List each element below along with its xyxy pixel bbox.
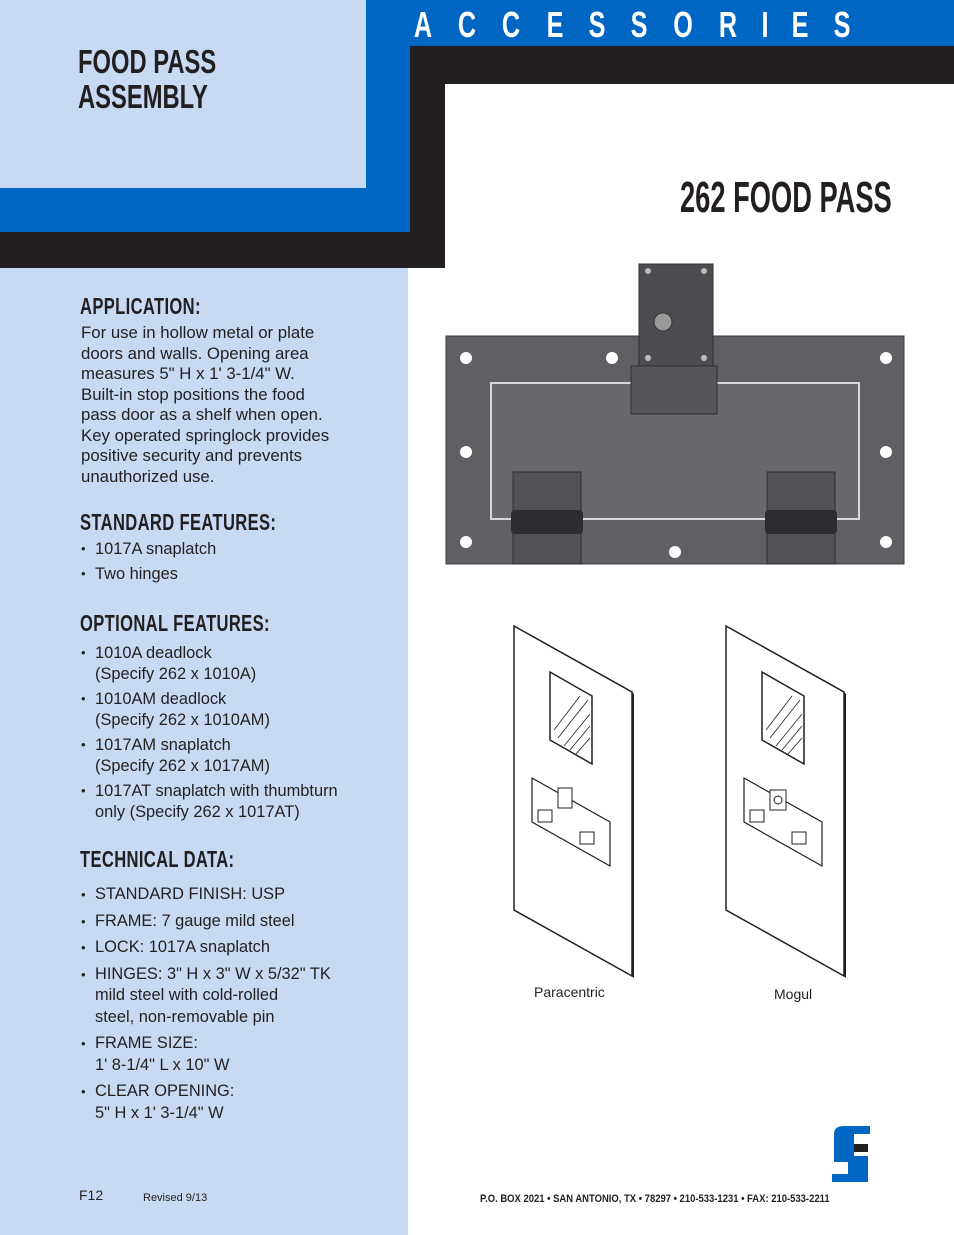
hinge-icon [538,810,552,822]
section-title-line: ASSEMBLY [78,78,208,115]
lock-housing [639,264,713,366]
application-line: Built-in stop positions the food [81,384,305,404]
mounting-hole [606,352,618,364]
lock-icon [770,790,786,810]
list-item-text: • STANDARD FINISH: USP [95,885,286,903]
list-item-text: • LOCK: 1017A snaplatch [95,938,270,956]
list-item [81,643,381,684]
screw [645,268,651,274]
hinge-icon [580,832,594,844]
hinge-icon [792,832,806,844]
company-logo [832,1126,870,1182]
blue-band-vertical [366,46,410,232]
door-edge [844,692,846,978]
section-title [78,44,216,114]
banner-letter: E [791,4,809,45]
mounting-hole [460,536,472,548]
banner-letter: S [588,4,606,45]
banner-letter: I [761,4,769,45]
application-line: unauthorized use. [81,466,215,486]
list-item [81,911,381,933]
logo-mark [832,1126,870,1182]
list-item-text: • HINGES: 3" H x 3" W x 5/32" TK [95,964,331,983]
banner-letter: R [719,4,738,45]
list-item-text: (Specify 262 x 1010A) [95,664,257,683]
banner-letter: C [502,4,521,45]
lock-icon [558,788,572,808]
mounting-hole [669,546,681,558]
mounting-hole [460,446,472,458]
list-item-text: 1' 8-1/4" L x 10" W [95,1055,230,1074]
list-item [81,1033,381,1076]
list-item-text: steel, non-removable pin [95,1007,275,1026]
mogul-door-illustration [722,620,848,980]
banner-letter: C [458,4,477,45]
screw [645,355,651,361]
mounting-hole [880,446,892,458]
banner-letter: O [673,4,693,45]
banner-letter: S [630,4,648,45]
optional-features-heading: OPTIONAL FEATURES: [80,610,270,636]
hinge-knuckle-right [765,510,837,534]
application-line: doors and walls. Opening area [81,343,309,363]
list-item [81,937,381,959]
paracentric-caption: Paracentric [534,984,605,1000]
door-edge [632,692,634,978]
application-line: positive security and prevents [81,446,303,465]
key-cylinder-icon [654,313,672,331]
list-item [81,1081,381,1124]
banner-letter: S [833,4,851,45]
banner-letter: E [546,4,563,45]
page-number: F12 [79,1187,104,1203]
list-item-text: only (Specify 262 x 1017AT) [95,802,300,821]
list-item-text: • 1017A snaplatch [95,540,217,558]
list-item [81,735,381,776]
mounting-hole [460,352,472,364]
application-heading: APPLICATION: [80,293,201,319]
list-item-text: mild steel with cold-rolled [95,986,279,1004]
logo-accent [854,1144,868,1152]
list-item-text: • 1010A deadlock [95,644,212,662]
screw [701,355,707,361]
list-item [81,781,381,822]
standard-features-list [81,539,381,584]
list-item-text: • Two hinges [95,564,178,583]
mounting-hole [880,536,892,548]
mounting-hole [880,352,892,364]
hinge-knuckle-left [511,510,583,534]
contact-info: P.O. BOX 2021 • SAN ANTONIO, TX • 78297 • 210-533-1231 • FAX: 210-533-2211 [480,1193,830,1205]
list-item-text: • 1017AT snaplatch with thumbturn [95,782,338,800]
revised-date: Revised 9/13 [143,1192,208,1204]
technical-data-heading: TECHNICAL DATA: [80,846,235,872]
list-item [81,689,381,730]
list-item [81,564,381,585]
application-text [81,323,371,487]
list-item-text: (Specify 262 x 1017AM) [95,756,270,775]
list-item-text: • CLEAR OPENING: [95,1082,235,1100]
list-item [81,884,381,906]
list-item [81,964,381,1029]
application-line: measures 5" H x 1' 3-1/4" W. [81,364,295,383]
list-item [81,539,381,560]
screw [701,268,707,274]
accessories-banner [410,4,954,44]
hinge-icon [750,810,764,822]
list-item-text: (Specify 262 x 1010AM) [95,710,270,729]
black-band-bottom [0,232,445,268]
paracentric-door-illustration [510,620,636,980]
list-item-text: • FRAME SIZE: [95,1034,198,1052]
banner-letter: A [413,4,433,45]
food-pass-photo [445,262,907,566]
product-title: 262 FOOD PASS [680,173,892,222]
list-item-text: 5" H x 1' 3-1/4" W [95,1103,224,1122]
application-line: pass door as a shelf when open. [81,405,323,424]
mogul-caption: Mogul [774,986,813,1002]
section-title-line: FOOD PASS [78,43,217,80]
technical-data-list [81,884,381,1124]
optional-features-list [81,643,381,822]
list-item-text: • 1017AM snaplatch [95,736,231,754]
black-band-top [410,46,954,84]
list-item-text: • 1010AM deadlock [95,690,227,708]
application-line: For use in hollow metal or plate [81,323,315,342]
lock-cover [631,366,717,414]
list-item-text: • FRAME: 7 gauge mild steel [95,911,295,930]
blue-band-left [0,188,410,232]
standard-features-heading: STANDARD FEATURES: [80,509,277,535]
application-line: Key operated springlock provides [81,425,330,445]
